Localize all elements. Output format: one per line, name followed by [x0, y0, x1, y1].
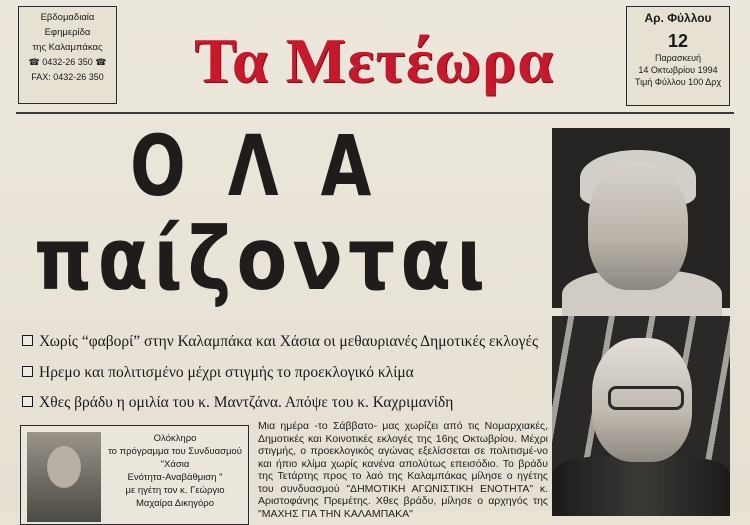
issue-number: 12 — [667, 31, 689, 51]
publication-kind: Εφημερίδα — [44, 27, 91, 38]
newspaper-title: Τα Μετέωρα — [194, 25, 554, 96]
bullet-square-icon — [22, 366, 33, 377]
glasses-icon — [608, 386, 684, 410]
issue-weekday: Παρασκευή — [654, 53, 702, 63]
bullet-square-icon — [22, 396, 33, 407]
program-promo-box — [20, 425, 249, 525]
bullet-item-1 — [22, 333, 538, 351]
photo-figure-body — [552, 456, 730, 516]
phone-number: ☎ 0432-26 350 ☎ — [28, 57, 107, 67]
candidate-face — [47, 446, 81, 488]
promo-line: "Χάσια — [160, 459, 190, 470]
masthead-divider — [16, 112, 734, 114]
bullet-item-2 — [22, 364, 414, 382]
bullet-square-icon — [22, 335, 33, 346]
promo-line: με ηγέτη τον κ. Γεώργιο — [125, 485, 225, 496]
issue-date: 14 Οκτωβρίου 1994 — [638, 65, 718, 75]
bullet-text: Ηρεμο και πολιτισμένο μέχρι στιγμής το προεκλογικό κλίμα — [39, 364, 414, 381]
promo-line: το πρόγραμμα του Συνδυασμού — [108, 446, 242, 457]
bullet-text: Χωρίς “φαβορί” στην Καλαμπάκα και Χάσια οι μεθαυριανές Δημοτικές εκλογές — [39, 333, 539, 350]
candidate-photo — [27, 432, 101, 522]
promo-line: Μαχαίρα Δικηγόρο — [136, 498, 214, 509]
issue-price: Τιμή Φύλλου 100 Δρχ — [634, 77, 722, 87]
bullet-text: Χθες βράδυ η ομιλία του κ. Μαντζάνα. Απόψε του κ. Καχριμανίδη — [39, 394, 454, 411]
politician-photo-bottom — [552, 316, 730, 506]
bullet-item-3 — [22, 394, 453, 412]
publication-info-box — [18, 6, 117, 104]
publication-town: της Καλαμπάκας — [32, 42, 103, 53]
politician-photo-top — [552, 128, 730, 308]
fax-number: FAX: 0432-26 350 — [31, 72, 104, 82]
headline-line-1: ΟΛΑ — [130, 117, 414, 215]
promo-text — [105, 432, 245, 510]
publication-type: Εβδομαδιαία — [40, 12, 95, 23]
article-body: Μια ημέρα -το Σάββατο- μας χωρίζει από τις Νομαρχιακές, Δημοτικές και Κοινοτικές εκλογές της 16ης Οκτωβρίου. Μέχρι στιγμής, ο προεκλογικός αγώνας εξελίσσεται σε πολιτισμέ-νο και ήπιο κλίμα χωρίς κανένα απολύτως επεισόδιο. Το βράδυ της Τετάρτης προς το λαό της Καλαμπάκας μίλησε ο ηγέτης του συνδυασμού "ΔΗΜΟΤΙΚΗ ΑΓΩΝΙΣΤΙΚΗ ΕΝΟΤΗΤΑ" κ. Αριστοφάνης Πρεμέτης. Χθες βράδυ, μίλησε ο αρχηγός της "ΜΑΧΗΣ ΓΙΑ ΤΗΝ ΚΑΛΑΜΠΑΚΑ" — [258, 420, 548, 520]
photo-figure-head — [588, 162, 688, 290]
promo-line: Ενότητα-Αναβάθμιση " — [127, 472, 223, 483]
promo-line: Ολόκληρο — [153, 433, 197, 444]
issue-info-box — [626, 6, 730, 106]
headline-line-2: παίζονται — [34, 210, 491, 310]
issue-label: Αρ. Φύλλου — [644, 11, 712, 25]
